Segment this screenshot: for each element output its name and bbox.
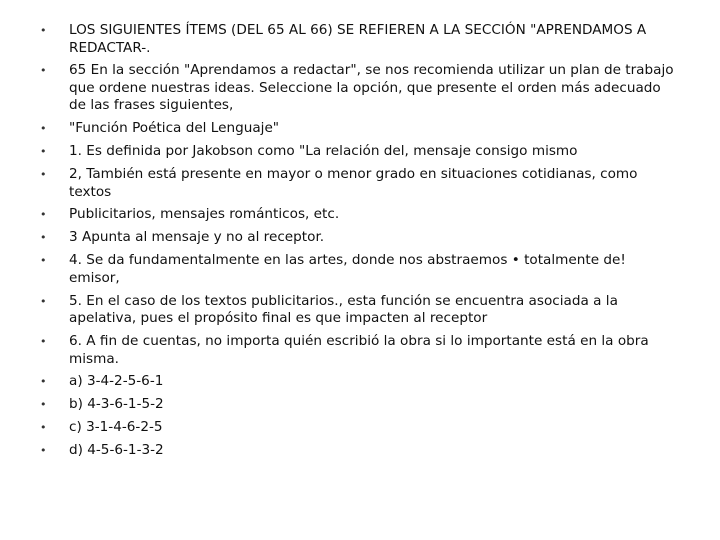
list-item	[40, 166, 680, 201]
answer-option	[40, 396, 680, 414]
list-item	[40, 143, 680, 161]
item-text: LOS SIGUIENTES ÍTEMS (DEL 65 AL 66) SE REFIEREN A LA SECCIÓN "APRENDAMOS A REDACTAR-.	[69, 22, 647, 56]
bullet-icon: •	[40, 145, 47, 159]
bullet-icon: •	[40, 168, 47, 182]
item-text: 5. En el caso de los textos publicitarios., esta función se encuentra asociada a la apelativa, pues el propósito final es que impacten al receptor	[69, 292, 618, 327]
bullet-icon: •	[40, 375, 47, 389]
item-text: 2, También está presente en mayor o menor grado en situaciones cotidianas, como textos	[69, 166, 638, 200]
item-text: 4. Se da fundamentalmente en las artes, donde nos abstraemos • totalmente de! emisor,	[69, 252, 626, 286]
item-text: b) 4-3-6-1-5-2	[69, 396, 164, 413]
bullet-icon: •	[40, 294, 47, 308]
bullet-icon: •	[40, 24, 47, 37]
item-text: Publicitarios, mensajes románticos, etc.	[69, 206, 340, 223]
list-item	[40, 252, 680, 287]
list-item	[40, 206, 680, 224]
bullet-icon: •	[40, 254, 47, 268]
item-text: c) 3-1-4-6-2-5	[69, 419, 163, 436]
list-item	[40, 333, 680, 368]
item-text: 1. Es definida por Jakobson como "La relación del, mensaje consigo mismo	[69, 143, 578, 160]
answer-option	[40, 442, 680, 460]
list-item	[40, 120, 680, 138]
bullet-icon: •	[40, 421, 47, 435]
bullet-icon: •	[40, 122, 47, 136]
item-text: 6. A fin de cuentas, no importa quién escribió la obra si lo importante está en la obra misma.	[69, 333, 649, 367]
bullet-icon: •	[40, 64, 47, 78]
list-item	[40, 229, 680, 247]
item-text: 65 En la sección "Aprendamos a redactar", se nos recomienda utilizar un plan de trabajo que ordene nuestras ideas. Seleccione la opción, que presente el orden más adecuado de las frases siguientes,	[69, 62, 674, 114]
bullet-icon: •	[40, 444, 47, 458]
item-text: 3 Apunta al mensaje y no al receptor.	[69, 229, 325, 246]
bullet-icon: •	[40, 208, 47, 222]
answer-option	[40, 419, 680, 437]
item-text: a) 3-4-2-5-6-1	[69, 373, 164, 390]
bullet-list	[40, 22, 680, 465]
bullet-icon: •	[40, 231, 47, 245]
list-item	[40, 293, 680, 328]
answer-option	[40, 373, 680, 391]
list-item	[40, 22, 680, 57]
item-text: d) 4-5-6-1-3-2	[69, 442, 164, 459]
bullet-icon: •	[40, 335, 47, 349]
bullet-icon: •	[40, 398, 47, 412]
item-text: "Función Poética del Lenguaje"	[69, 120, 280, 137]
list-item	[40, 62, 680, 115]
